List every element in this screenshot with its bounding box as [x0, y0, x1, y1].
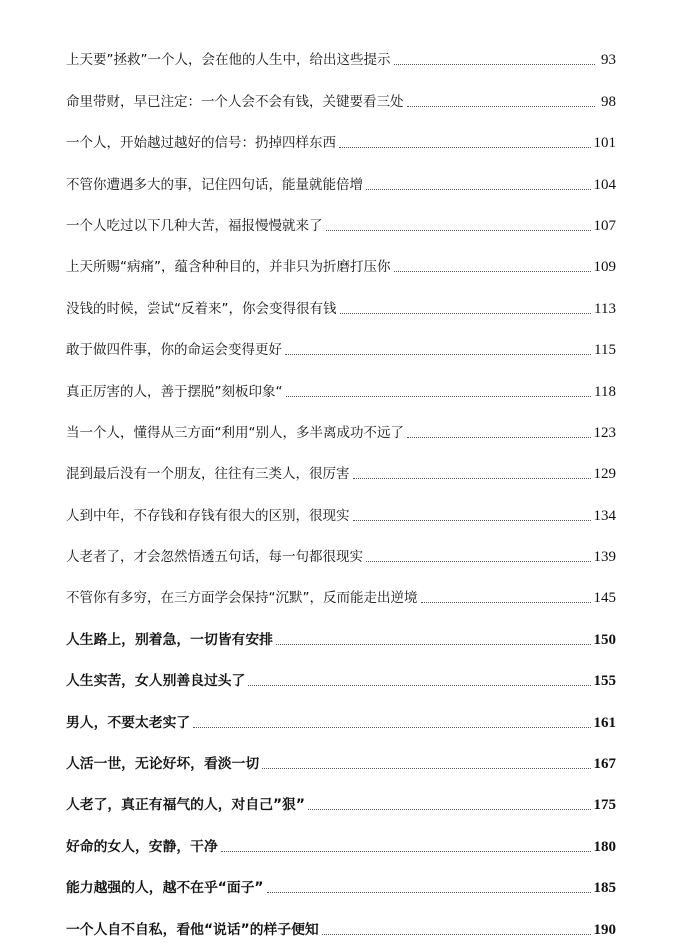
dot-leader — [308, 809, 591, 810]
dot-leader — [326, 230, 591, 231]
toc-entry — [66, 568, 616, 609]
toc-entry — [66, 734, 616, 775]
toc-entry — [66, 816, 616, 857]
toc-entry-title: 人老者了，才会忽然悟透五句话，每一句都很现实 — [66, 549, 363, 566]
dot-leader — [285, 354, 591, 355]
toc-entry-title: 一个人自不自私，看他“说话”的样子便知 — [66, 921, 319, 938]
toc-entry-page: 115 — [594, 342, 616, 359]
toc-entry-title: 人活一世，无论好坏，看淡一切 — [66, 756, 260, 773]
toc-entry-title: 人老了，真正有福气的人，对自己”狠” — [66, 797, 305, 814]
toc-entry-page: 167 — [593, 756, 616, 773]
toc-entry-page: 104 — [593, 176, 616, 193]
dot-leader — [193, 727, 590, 728]
toc-entry — [66, 485, 616, 526]
dot-leader — [262, 768, 590, 769]
toc-entry — [66, 237, 616, 278]
toc-entry-page: 118 — [594, 383, 616, 400]
toc-entry-title: 男人，不要太老实了 — [66, 714, 191, 731]
toc-entry — [66, 609, 616, 650]
toc-entry — [66, 154, 616, 195]
toc-entry-title: 敢于做四件事，你的命运会变得更好 — [66, 342, 282, 359]
dot-leader — [339, 147, 591, 148]
toc-entry-page: 150 — [593, 631, 616, 648]
toc-entry — [66, 651, 616, 692]
toc-entry — [66, 361, 616, 402]
toc-entry-page: 107 — [593, 217, 616, 234]
toc-entry-title: 真正厉害的人，善于摆脱”刻板印象“ — [66, 383, 283, 400]
toc-entry-page: 175 — [593, 797, 616, 814]
dot-leader — [276, 644, 591, 645]
table-of-contents — [66, 30, 616, 941]
dot-leader — [248, 685, 590, 686]
toc-entry — [66, 196, 616, 237]
toc-entry — [66, 527, 616, 568]
toc-entry-title: 当一个人，懂得从三方面“利用“别人，多半离成功不远了 — [66, 424, 404, 441]
toc-entry-title: 人到中年，不存钱和存钱有很大的区别，很现实 — [66, 507, 350, 524]
toc-entry-title: 一个人吃过以下几种大苦，福报慢慢就来了 — [66, 217, 323, 234]
dot-leader — [366, 561, 591, 562]
toc-entry-page: 134 — [593, 507, 616, 524]
toc-entry-title: 不管你有多穷，在三方面学会保持“沉默”，反而能走出逆境 — [66, 590, 418, 607]
toc-entry — [66, 278, 616, 319]
toc-entry-page: 113 — [594, 300, 616, 317]
toc-entry-page: 155 — [593, 673, 616, 690]
toc-entry-title: 人生实苦，女人别善良过头了 — [66, 673, 246, 690]
toc-entry — [66, 403, 616, 444]
dot-leader — [353, 478, 591, 479]
dot-leader — [407, 106, 596, 107]
toc-entry-title: 混到最后没有一个朋友，往往有三类人，很厉害 — [66, 466, 350, 483]
toc-entry-page: 161 — [593, 714, 616, 731]
toc-entry — [66, 113, 616, 154]
toc-entry-title: 好命的女人，安静，干净 — [66, 838, 218, 855]
toc-entry — [66, 320, 616, 361]
dot-leader — [322, 934, 591, 935]
toc-entry — [66, 775, 616, 816]
toc-entry-title: 命里带财，早已注定：一个人会不会有钱，关键要看三处 — [66, 93, 404, 110]
toc-entry-page: 185 — [593, 880, 616, 897]
dot-leader — [394, 64, 596, 65]
dot-leader — [286, 396, 592, 397]
dot-leader — [267, 892, 591, 893]
toc-entry-page: 98 — [601, 93, 616, 110]
toc-entry — [66, 444, 616, 485]
toc-entry — [66, 858, 616, 899]
toc-entry-title: 上天所赐“病痛”，蕴含种种目的，并非只为折磨打压你 — [66, 259, 391, 276]
toc-entry-title: 不管你遭遇多大的事，记住四句话，能量就能倍增 — [66, 176, 363, 193]
toc-entry-page: 145 — [593, 590, 616, 607]
dot-leader — [407, 437, 591, 438]
dot-leader — [366, 189, 591, 190]
dot-leader — [340, 313, 592, 314]
toc-entry-page: 93 — [601, 52, 616, 69]
toc-entry — [66, 899, 616, 940]
toc-entry-title: 人生路上，别着急，一切皆有安排 — [66, 631, 273, 648]
dot-leader — [421, 602, 591, 603]
toc-entry-page: 129 — [593, 466, 616, 483]
toc-entry — [66, 30, 616, 71]
toc-entry-page: 123 — [593, 424, 616, 441]
toc-entry — [66, 71, 616, 112]
toc-entry-page: 139 — [593, 549, 616, 566]
toc-entry-page: 101 — [593, 135, 616, 152]
dot-leader — [394, 271, 591, 272]
toc-entry-page: 109 — [593, 259, 616, 276]
toc-entry — [66, 692, 616, 733]
toc-entry-title: 能力越强的人，越不在乎“面子” — [66, 880, 264, 897]
dot-leader — [221, 851, 591, 852]
toc-entry-title: 上天要”拯救”一个人，会在他的人生中，给出这些提示 — [66, 52, 391, 69]
toc-entry-page: 190 — [593, 921, 616, 938]
toc-entry-page: 180 — [593, 838, 616, 855]
toc-entry-title: 一个人，开始越过越好的信号：扔掉四样东西 — [66, 135, 336, 152]
dot-leader — [353, 520, 591, 521]
toc-entry-title: 没钱的时候，尝试“反着来”，你会变得很有钱 — [66, 300, 337, 317]
